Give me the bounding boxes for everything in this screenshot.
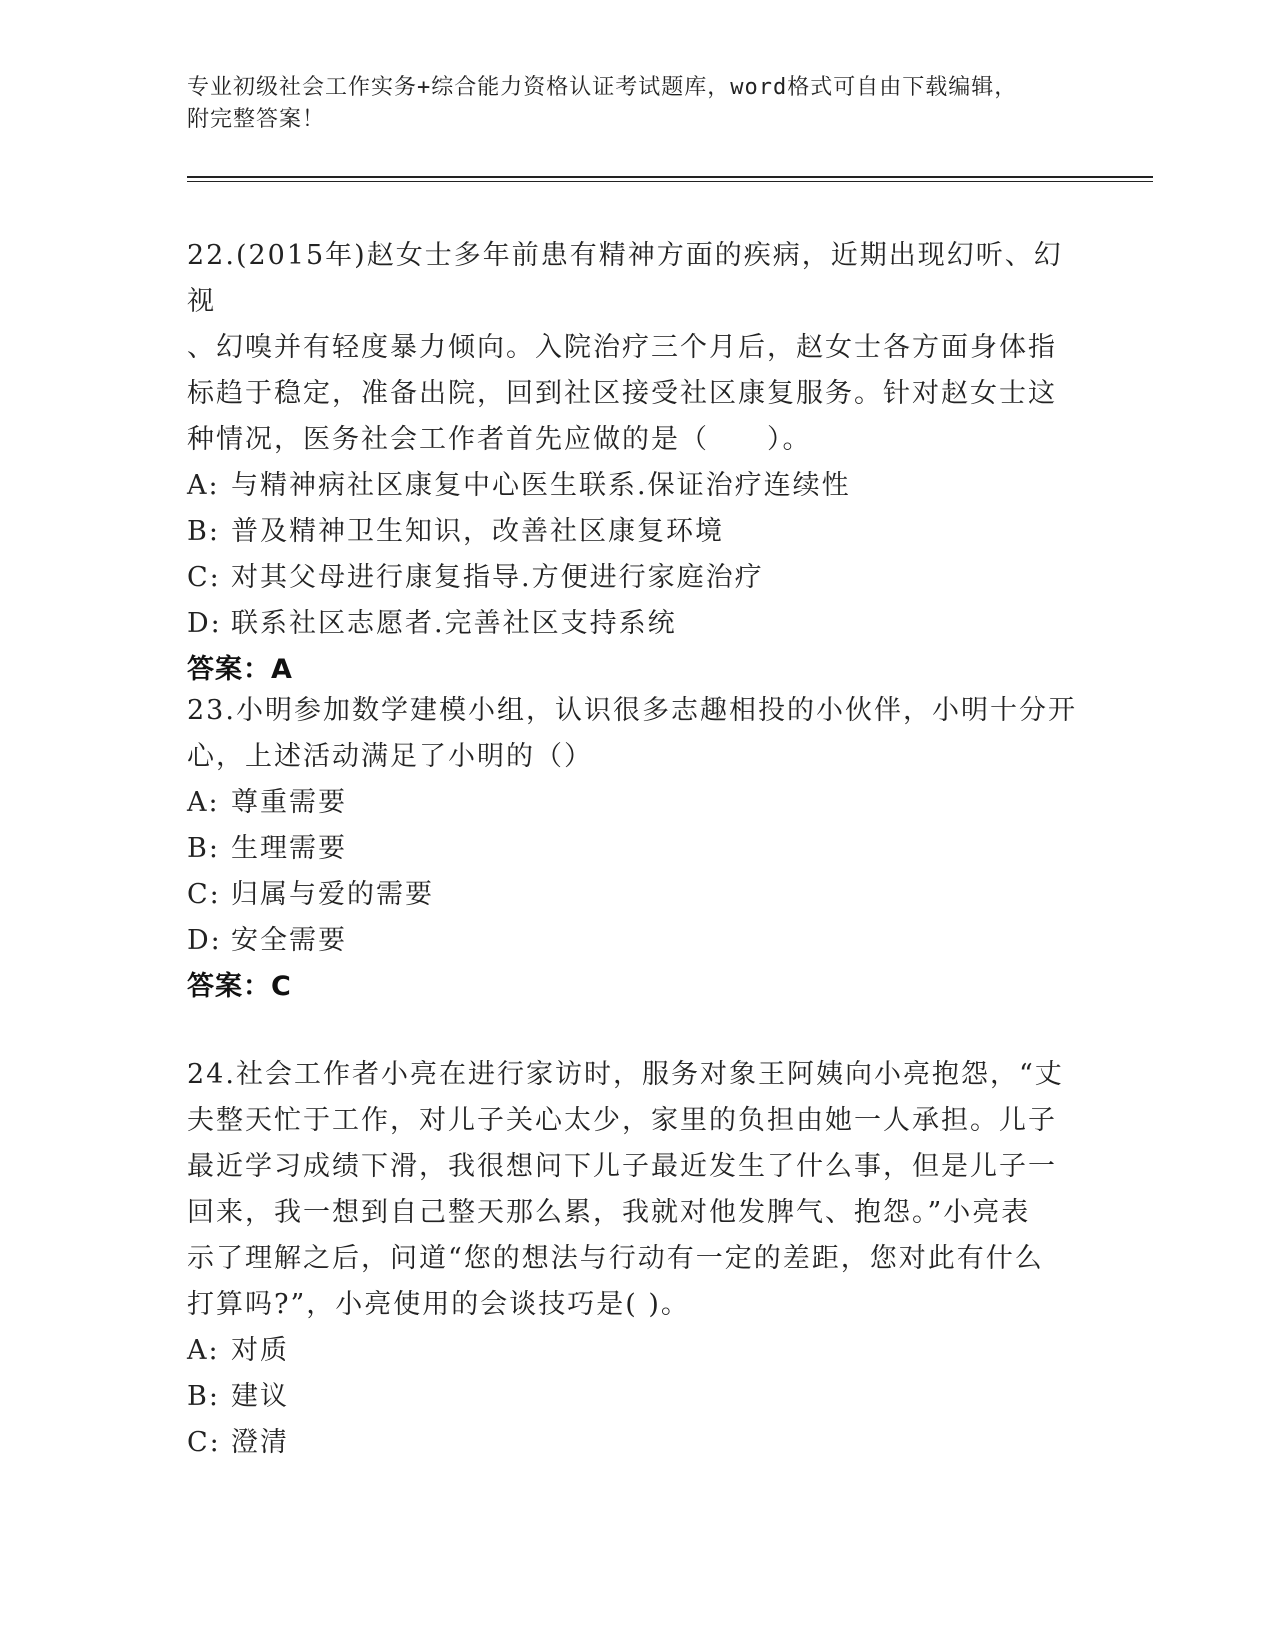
question-stem-line: 最近学习成绩下滑，我很想问下儿子最近发生了什么事，但是儿子一 <box>187 1151 1057 1182</box>
option-b <box>187 1374 1087 1420</box>
option-text: 安全需要 <box>231 925 347 956</box>
option-text: 联系社区志愿者.完善社区支持系统 <box>231 608 677 639</box>
option-text: 澄清 <box>231 1427 289 1458</box>
option-key: C: <box>187 879 221 910</box>
option-key: A: <box>187 787 220 818</box>
question-stem-line: 示了理解之后，问道“您的想法与行动有一定的差距，您对此有什么 <box>187 1243 1044 1274</box>
question-stem-line: 夫整天忙于工作，对儿子关心太少，家里的负担由她一人承担。儿子 <box>187 1105 1057 1136</box>
question-stem-line: 标趋于稳定，准备出院，回到社区接受社区康复服务。针对赵女士这 <box>187 378 1057 409</box>
option-key: B: <box>187 516 220 547</box>
question-stem-line: 22.(2015年)赵女士多年前患有精神方面的疾病，近期出现幻听、幻视 <box>187 240 1063 317</box>
question-stem-line: 种情况，医务社会工作者首先应做的是（ ）。 <box>187 424 812 455</box>
option-key: C: <box>187 562 221 593</box>
question-24 <box>187 1052 1087 1466</box>
answer-label: 答案：A <box>187 654 293 685</box>
question-stem-line: 23.小明参加数学建模小组，认识很多志趣相投的小伙伴，小明十分开 <box>187 695 1077 726</box>
question-stem-line: 打算吗?”，小亮使用的会谈技巧是( )。 <box>187 1289 690 1320</box>
question-stem-line: 、幻嗅并有轻度暴力倾向。入院治疗三个月后，赵女士各方面身体指 <box>187 332 1057 363</box>
option-key: D: <box>187 608 222 639</box>
option-a <box>187 780 1087 826</box>
option-key: B: <box>187 833 220 864</box>
question-stem-line: 回来，我一想到自己整天那么累，我就对他发脾气、抱怨。”小亮表 <box>187 1197 1031 1228</box>
option-key: D: <box>187 925 222 956</box>
header-line-1: 专业初级社会工作实务+综合能力资格认证考试题库，word格式可自由下载编辑， <box>187 75 1018 100</box>
option-text: 建议 <box>231 1381 289 1412</box>
option-b <box>187 826 1087 872</box>
option-text: 与精神病社区康复中心医生联系.保证治疗连续性 <box>231 470 851 501</box>
option-key: C: <box>187 1427 221 1458</box>
question-22 <box>187 233 1087 693</box>
header-line-2: 附完整答案！ <box>187 107 326 132</box>
header-divider-thin <box>187 181 1153 182</box>
option-text: 对其父母进行康复指导.方便进行家庭治疗 <box>231 562 764 593</box>
option-text: 尊重需要 <box>231 787 347 818</box>
option-d <box>187 918 1087 964</box>
option-c <box>187 555 1087 601</box>
option-key: A: <box>187 470 220 501</box>
question-stem <box>187 233 1087 463</box>
answer-label: 答案：C <box>187 971 292 1002</box>
document-header <box>187 72 1087 136</box>
header-divider-thick <box>187 176 1153 178</box>
option-text: 对质 <box>231 1335 289 1366</box>
question-stem-line: 24.社会工作者小亮在进行家访时，服务对象王阿姨向小亮抱怨，“丈 <box>187 1059 1064 1090</box>
option-text: 归属与爱的需要 <box>231 879 434 910</box>
option-key: B: <box>187 1381 220 1412</box>
option-text: 生理需要 <box>231 833 347 864</box>
option-a <box>187 1328 1087 1374</box>
option-key: A: <box>187 1335 220 1366</box>
option-c <box>187 872 1087 918</box>
option-b <box>187 509 1087 555</box>
option-c <box>187 1420 1087 1466</box>
option-text: 普及精神卫生知识，改善社区康复环境 <box>231 516 724 547</box>
question-stem-line: 心，上述活动满足了小明的（） <box>187 741 593 772</box>
question-23 <box>187 688 1087 1010</box>
question-stem <box>187 688 1087 780</box>
option-a <box>187 463 1087 509</box>
question-stem <box>187 1052 1087 1328</box>
option-d <box>187 601 1087 647</box>
